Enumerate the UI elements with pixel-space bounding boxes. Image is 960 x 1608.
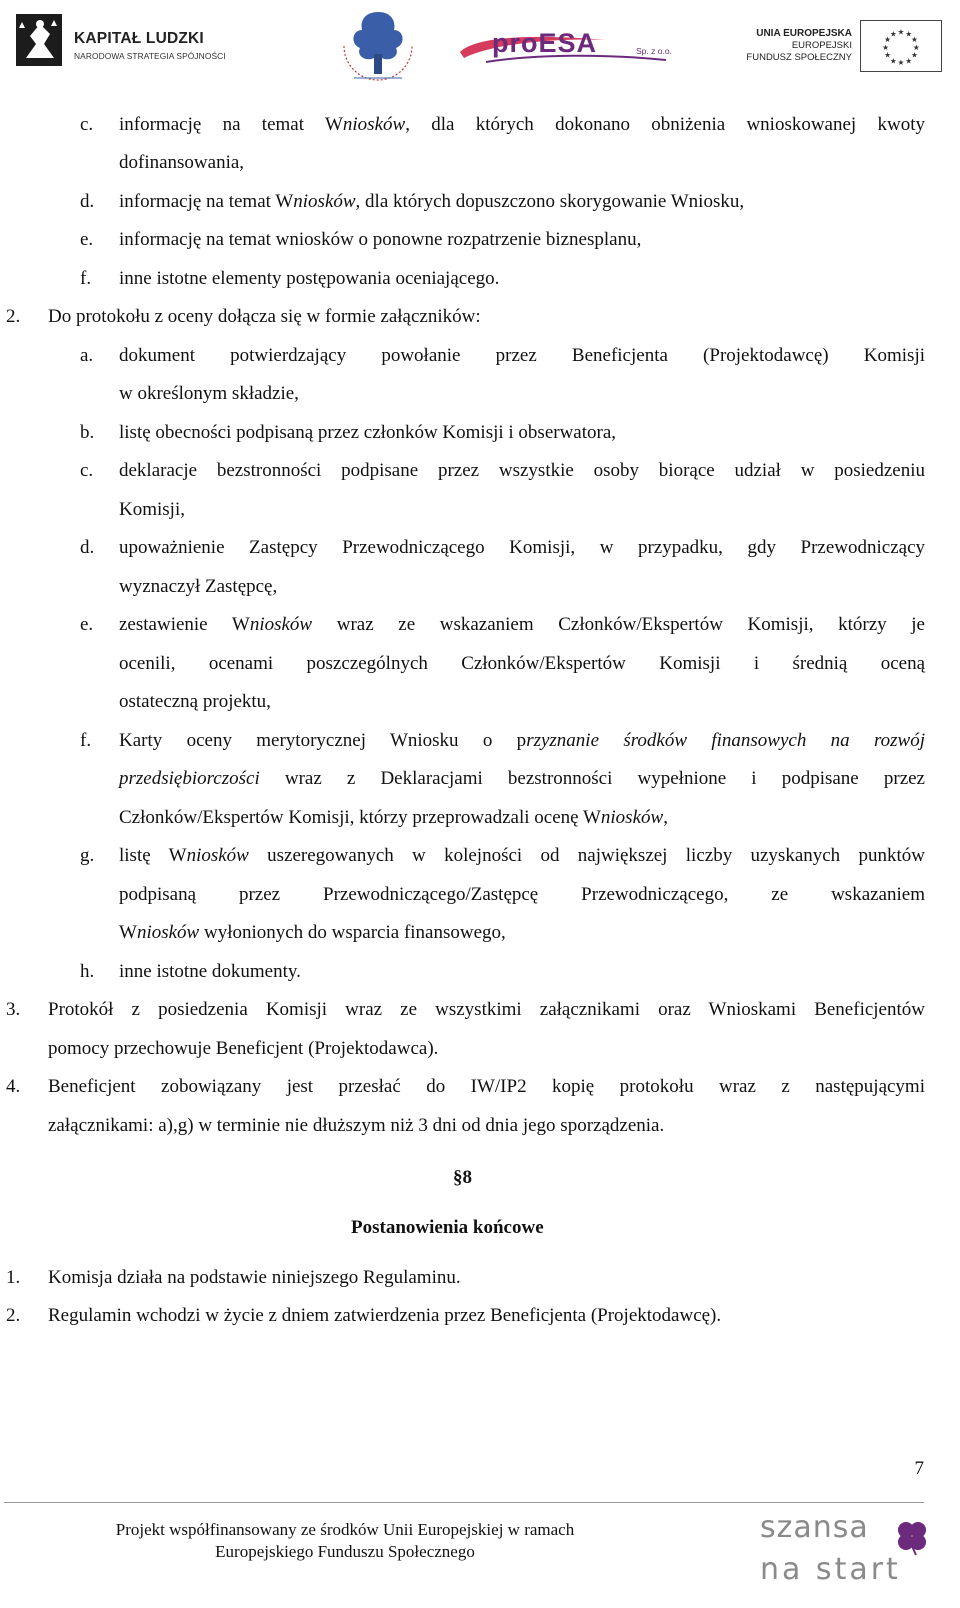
eu-line2: EUROPEJSKI [791,40,852,51]
point-marker: 2. [6,1305,21,1326]
list-marker: a. [80,345,94,366]
list-item-text: inne istotne elementy postępowania oceniającego. [119,268,500,289]
list-item-continuation: Komisji, [119,499,185,520]
proesa-logo [456,30,678,66]
list-item-continuation: w określonym składzie, [119,383,299,404]
point-marker: 3. [6,999,21,1020]
point-text-continuation: załącznikami: a),g) w terminie nie dłuższym niż 3 dni od dnia jego sporządzenia. [48,1115,665,1136]
kapital-ludzki-icon [16,14,62,66]
kapital-ludzki-subtitle: NARODOWA STRATEGIA SPÓJNOŚCI [74,51,226,61]
point-text: Do protokołu z oceny dołącza się w formie załączników: [48,306,481,327]
list-marker: c. [80,114,94,135]
point-text: Regulamin wchodzi w życie z dniem zatwierdzenia przez Beneficjenta (Projektodawcę). [48,1305,722,1326]
footer-line2: Europejskiego Funduszu Społecznego [215,1542,475,1561]
footer-text [90,1519,600,1563]
list-item-text: upoważnienie Zastępcy Przewodniczącego Komisji, w przypadku, gdy Przewodniczący [119,537,925,558]
list-marker: b. [80,422,95,443]
list-item-text: informację na temat Wniosków, dla których dokonano obniżenia wnioskowanej kwoty [119,114,925,135]
list-item-text: zestawienie Wniosków wraz ze wskazaniem Członków/Ekspertów Komisji, którzy je [119,614,925,635]
eu-line1: UNIA EUROPEJSKA [756,28,852,39]
list-item-text: inne istotne dokumenty. [119,961,301,982]
footer-line1: Projekt współfinansowany ze środków Unii Europejskiej w ramach [115,1520,575,1539]
section-title: Postanowienia końcowe [351,1217,544,1238]
list-item-text: informację na temat Wniosków, dla których dopuszczono skorygowanie Wniosku, [119,191,745,212]
point-text: Beneficjent zobowiązany jest przesłać do IW/IP2 kopię protokołu wraz z następującymi [48,1076,925,1097]
proesa-name: proESA [492,28,598,58]
svg-text:★: ★ [884,50,891,60]
list-item-text: informację na temat wniosków o ponowne rozpatrzenie biznesplanu, [119,229,642,250]
point-text: Protokół z posiedzenia Komisji wraz ze wszystkimi załącznikami oraz Wnioskami Beneficjentów [48,999,925,1020]
list-item-continuation: Członków/Ekspertów Komisji, którzy przeprowadzali ocenę Wniosków, [119,807,668,828]
list-marker: e. [80,614,94,635]
page-number: 7 [914,1458,924,1479]
kapital-ludzki-title: KAPITAŁ LUDZKI [74,30,204,47]
list-item-continuation: dofinansowania, [119,152,245,173]
list-item-text: Karty oceny merytorycznej Wniosku o przyznanie środków finansowych na rozwój [119,730,925,751]
list-item-text: listę obecności podpisaną przez członków Komisji i obserwatora, [119,422,617,443]
tree-icon [334,6,422,82]
footer-divider [4,1502,924,1503]
svg-text:★: ★ [889,29,897,39]
svg-text:★: ★ [889,56,897,66]
list-marker: d. [80,537,95,558]
svg-text:★: ★ [911,50,918,60]
list-item-text: deklaracje bezstronności podpisane przez wszystkie osoby biorące udział w posiedzeniu [119,460,925,481]
list-marker: e. [80,229,94,250]
list-marker: g. [80,845,95,866]
eu-logo [748,20,942,70]
point-text: Komisja działa na podstawie niniejszego Regulaminu. [48,1267,461,1288]
list-marker: c. [80,460,94,481]
point-marker: 2. [6,306,21,327]
eu-flag-icon [860,20,942,72]
svg-text:★: ★ [882,42,890,52]
list-item-text: listę Wniosków uszeregowanych w kolejności od największej liczby uzyskanych punktów [119,845,925,866]
list-item-continuation: wyznaczył Zastępcę, [119,576,278,597]
eu-text [746,28,852,64]
svg-text:★: ★ [897,27,905,37]
list-marker: f. [80,730,92,751]
svg-text:★: ★ [905,29,913,39]
svg-text:★: ★ [905,56,913,66]
point-marker: 1. [6,1267,21,1288]
list-marker: h. [80,961,95,982]
svg-text:★: ★ [897,58,905,68]
clover-icon [892,1518,932,1556]
section-number: §8 [453,1167,472,1188]
list-item-continuation: przedsiębiorczości wraz z Deklaracjami bezstronności wypełnione i podpisane przez [119,768,925,789]
list-item-continuation: podpisaną przez Przewodniczącego/Zastępcę Przewodniczącego, ze wskazaniem [119,884,925,905]
list-item-continuation: ocenili, ocenami poszczególnych Członków/Ekspertów Komisji i średnią oceną [119,653,925,674]
svg-text:★: ★ [884,35,891,45]
list-marker: f. [80,268,92,289]
point-text-continuation: pomocy przechowuje Beneficjent (Projektodawca). [48,1038,439,1059]
szansa-na-start-logo [756,1508,942,1604]
list-item-continuation: Wniosków wyłonionych do wsparcia finansowego, [119,922,506,943]
svg-text:★: ★ [912,42,920,52]
list-item-continuation: ostateczną projektu, [119,691,271,712]
proesa-suffix: Sp. z o.o. [636,46,672,56]
eu-line3: FUNDUSZ SPOŁECZNY [746,52,852,63]
point-marker: 4. [6,1076,21,1097]
list-item-text: dokument potwierdzający powołanie przez Beneficjenta (Projektodawcę) Komisji [119,345,925,366]
kapital-ludzki-logo [16,14,226,70]
svg-text:★: ★ [911,35,918,45]
szansa-word2: na start [760,1552,901,1587]
szansa-word1: szansa [760,1510,869,1545]
list-marker: d. [80,191,95,212]
